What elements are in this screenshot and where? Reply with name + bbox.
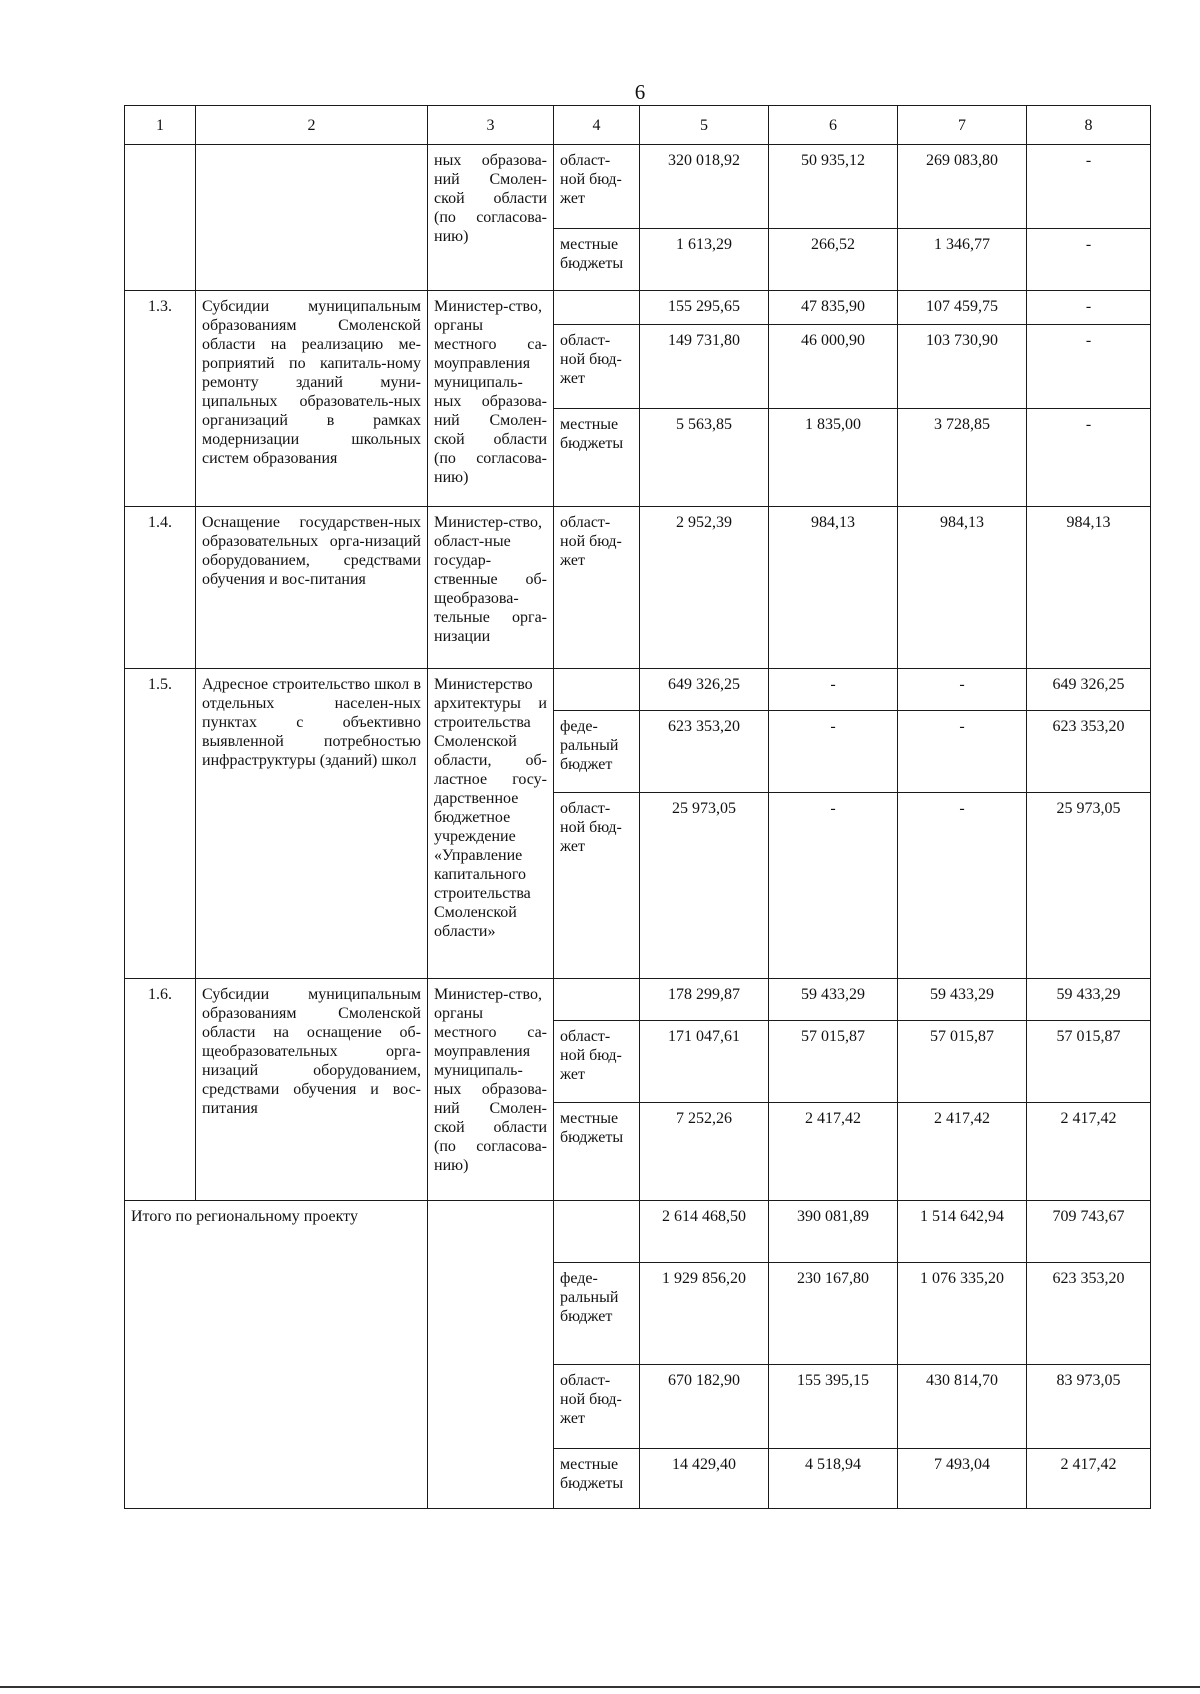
amount-year-cell: 59 433,29 — [769, 979, 898, 1021]
amount-year-cell: 984,13 — [1027, 507, 1151, 669]
funding-source-cell: област-ной бюд-жет — [554, 325, 640, 409]
amount-total-cell: 5 563,85 — [640, 409, 769, 507]
amount-total-cell: 670 182,90 — [640, 1365, 769, 1449]
funding-source-cell: област-ной бюд-жет — [554, 145, 640, 229]
amount-total-cell: 2 614 468,50 — [640, 1201, 769, 1263]
funding-source-cell: местные бюджеты — [554, 409, 640, 507]
amount-year-cell: - — [769, 669, 898, 711]
amount-year-cell: 2 417,42 — [769, 1103, 898, 1201]
amount-year-cell: 230 167,80 — [769, 1263, 898, 1365]
amount-year-cell: 2 417,42 — [898, 1103, 1027, 1201]
amount-year-cell: - — [898, 669, 1027, 711]
executor-cell: Министерство архитектуры и строительства Смоленской области, об-ластное госу-дарственное бюджетное учреждение «Управление капитального строительства Смоленской области» — [428, 669, 554, 979]
table-row — [125, 507, 1151, 669]
amount-year-cell: 649 326,25 — [1027, 669, 1151, 711]
amount-year-cell: - — [898, 793, 1027, 979]
executor-cell: Министер-ство, органы местного са-моуправления муниципаль-ных образова-ний Смолен-ской области (по согласова-нию) — [428, 979, 554, 1201]
amount-year-cell: 3 728,85 — [898, 409, 1027, 507]
amount-year-cell: - — [1027, 325, 1151, 409]
amount-total-cell: 171 047,61 — [640, 1021, 769, 1103]
amount-year-cell: 709 743,67 — [1027, 1201, 1151, 1263]
amount-total-cell: 1 929 856,20 — [640, 1263, 769, 1365]
amount-total-cell: 320 018,92 — [640, 145, 769, 229]
table-row — [125, 1201, 1151, 1263]
amount-year-cell: 623 353,20 — [1027, 711, 1151, 793]
amount-year-cell: 47 835,90 — [769, 291, 898, 325]
amount-year-cell: 57 015,87 — [769, 1021, 898, 1103]
amount-year-cell: 1 514 642,94 — [898, 1201, 1027, 1263]
header-cell: 6 — [769, 106, 898, 145]
header-cell: 7 — [898, 106, 1027, 145]
amount-year-cell: 623 353,20 — [1027, 1263, 1151, 1365]
funding-source-cell: област-ной бюд-жет — [554, 507, 640, 669]
amount-year-cell: 50 935,12 — [769, 145, 898, 229]
item-name-cell: Оснащение государствен-ных образовательных орга-низаций оборудованием, средствами обучения и вос-питания — [196, 507, 428, 669]
amount-year-cell: 266,52 — [769, 229, 898, 291]
amount-year-cell: - — [769, 711, 898, 793]
header-cell: 1 — [125, 106, 196, 145]
funding-source-cell: феде-ральный бюджет — [554, 1263, 640, 1365]
table-row — [125, 669, 1151, 711]
amount-year-cell: 57 015,87 — [1027, 1021, 1151, 1103]
table-row — [125, 979, 1151, 1021]
amount-total-cell: 7 252,26 — [640, 1103, 769, 1201]
amount-total-cell: 178 299,87 — [640, 979, 769, 1021]
amount-year-cell: 155 395,15 — [769, 1365, 898, 1449]
executor-cell: Министер-ство, органы местного са-моуправления муниципаль-ных образова-ний Смолен-ской области (по согласова-нию) — [428, 291, 554, 507]
amount-total-cell: 649 326,25 — [640, 669, 769, 711]
amount-year-cell: 269 083,80 — [898, 145, 1027, 229]
amount-year-cell: - — [1027, 145, 1151, 229]
funding-source-cell — [554, 1201, 640, 1263]
amount-total-cell: 1 613,29 — [640, 229, 769, 291]
amount-total-cell: 155 295,65 — [640, 291, 769, 325]
funding-source-cell — [554, 979, 640, 1021]
funding-source-cell: област-ной бюд-жет — [554, 1021, 640, 1103]
page-number: 6 — [634, 80, 646, 104]
amount-year-cell: - — [898, 711, 1027, 793]
item-number-cell: 1.5. — [125, 669, 196, 979]
table-row — [125, 145, 1151, 229]
executor-cell: Министер-ство, област-ные государ-ственные об-щеобразова-тельные орга-низации — [428, 507, 554, 669]
item-number-cell: 1.4. — [125, 507, 196, 669]
header-cell: 8 — [1027, 106, 1151, 145]
header-cell: 3 — [428, 106, 554, 145]
amount-total-cell: 25 973,05 — [640, 793, 769, 979]
header-cell: 4 — [554, 106, 640, 145]
scan-edge-line — [0, 1686, 1200, 1688]
item-name-cell: Субсидии муниципальным образованиям Смоленской области на реализацию ме-роприятий по капиталь-ному ремонту зданий муни-ципальных образователь-ных организаций в рамках модернизации школьных систем образования — [196, 291, 428, 507]
table-row — [125, 291, 1151, 325]
item-name-cell — [196, 145, 428, 291]
amount-year-cell: 1 346,77 — [898, 229, 1027, 291]
header-cell: 2 — [196, 106, 428, 145]
amount-year-cell: 2 417,42 — [1027, 1449, 1151, 1509]
funding-source-cell: местные бюджеты — [554, 1103, 640, 1201]
amount-year-cell: 25 973,05 — [1027, 793, 1151, 979]
header-cell: 5 — [640, 106, 769, 145]
amount-total-cell: 623 353,20 — [640, 711, 769, 793]
amount-year-cell: 2 417,42 — [1027, 1103, 1151, 1201]
funding-source-cell: област-ной бюд-жет — [554, 793, 640, 979]
amount-year-cell: 103 730,90 — [898, 325, 1027, 409]
amount-year-cell: - — [1027, 229, 1151, 291]
funding-source-cell — [554, 669, 640, 711]
amount-year-cell: 390 081,89 — [769, 1201, 898, 1263]
amount-year-cell: - — [1027, 409, 1151, 507]
item-name-cell: Адресное строительство школ в отдельных населен-ных пунктах с объективно выявленной потребностью инфраструктуры (зданий) школ — [196, 669, 428, 979]
amount-year-cell: 984,13 — [769, 507, 898, 669]
amount-year-cell: 984,13 — [898, 507, 1027, 669]
amount-total-cell: 149 731,80 — [640, 325, 769, 409]
amount-year-cell: 59 433,29 — [1027, 979, 1151, 1021]
funding-source-cell: местные бюджеты — [554, 1449, 640, 1509]
executor-cell: ных образова-ний Смолен-ской области (по согласова-нию) — [428, 145, 554, 291]
amount-year-cell: 4 518,94 — [769, 1449, 898, 1509]
amount-year-cell: 59 433,29 — [898, 979, 1027, 1021]
item-number-cell: 1.3. — [125, 291, 196, 507]
amount-year-cell: 83 973,05 — [1027, 1365, 1151, 1449]
amount-year-cell: 430 814,70 — [898, 1365, 1027, 1449]
amount-year-cell: 57 015,87 — [898, 1021, 1027, 1103]
funding-source-cell: област-ной бюд-жет — [554, 1365, 640, 1449]
amount-year-cell: 1 835,00 — [769, 409, 898, 507]
item-number-cell: 1.6. — [125, 979, 196, 1201]
item-name-cell: Субсидии муниципальным образованиям Смоленской области на оснащение об-щеобразовательных орга-низаций оборудованием, средствами обучения и вос-питания — [196, 979, 428, 1201]
amount-year-cell: 46 000,90 — [769, 325, 898, 409]
amount-total-cell: 2 952,39 — [640, 507, 769, 669]
funding-source-cell: местные бюджеты — [554, 229, 640, 291]
amount-year-cell: 7 493,04 — [898, 1449, 1027, 1509]
amount-year-cell: - — [769, 793, 898, 979]
item-number-cell — [125, 145, 196, 291]
budget-table — [124, 105, 1151, 1509]
amount-total-cell: 14 429,40 — [640, 1449, 769, 1509]
total-label-cell: Итого по региональному проекту — [125, 1201, 428, 1509]
amount-year-cell: 107 459,75 — [898, 291, 1027, 325]
amount-year-cell: - — [1027, 291, 1151, 325]
funding-source-cell: феде-ральный бюджет — [554, 711, 640, 793]
funding-source-cell — [554, 291, 640, 325]
header-row — [125, 106, 1151, 145]
amount-year-cell: 1 076 335,20 — [898, 1263, 1027, 1365]
total-executor-cell — [428, 1201, 554, 1509]
